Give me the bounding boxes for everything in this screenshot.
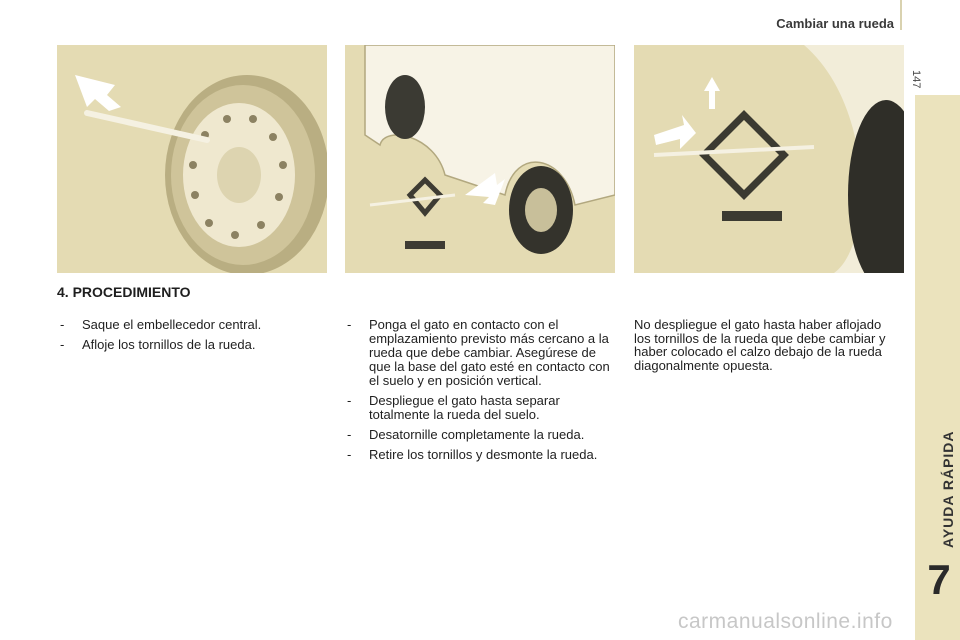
watermark: carmanualsonline.info [678,610,893,633]
wheel-wrench-drawing [57,45,327,273]
van-jack-illustration [345,45,615,273]
page-number: 147 [910,70,922,89]
scissor-jack [704,115,784,195]
step-list-2 [345,318,617,468]
chapter-number: 7 [927,556,951,603]
header-rule [900,0,902,30]
chapter-side-tab-label: AYUDA RÁPIDA [940,430,956,548]
list-item: - Saque el embellecedor central. [58,318,328,332]
step-list-1 [58,318,328,358]
list-item: - Desatornille completamente la rueda. [345,428,617,442]
jack-closeup-illustration [634,45,904,273]
arrow-icon [75,75,121,111]
section-title: 4. PROCEDIMIENTO [57,284,191,300]
jack-closeup-drawing [634,45,904,273]
wheel-hub [217,147,261,203]
list-item: - Ponga el gato en contacto con el emplazamiento previsto más cercano a la rueda que debe cambiar. Asegúrese de que la base del gato esté en contacto con el suelo y en posición vertical. [345,318,617,388]
van-jack-drawing [345,45,615,273]
arrow-icon [654,115,696,149]
up-arrow-icon [704,77,720,109]
list-item: - Afloje los tornillos de la rueda. [58,338,328,352]
jack-handle [654,147,814,155]
jack-warning-note: No despliegue el gato hasta haber aflojado los tornillos de la rueda que debe cambiar y haber colocado el calzo debajo de la rueda diagonalmente opuesta. [634,317,886,373]
list-item: - Despliegue el gato hasta separar totalmente la rueda del suelo. [345,394,617,422]
list-item: - Retire los tornillos y desmonte la rueda. [345,448,617,462]
front-wheel [385,75,425,139]
page-header-title: Cambiar una rueda [776,16,894,31]
wheel-wrench-illustration [57,45,327,273]
